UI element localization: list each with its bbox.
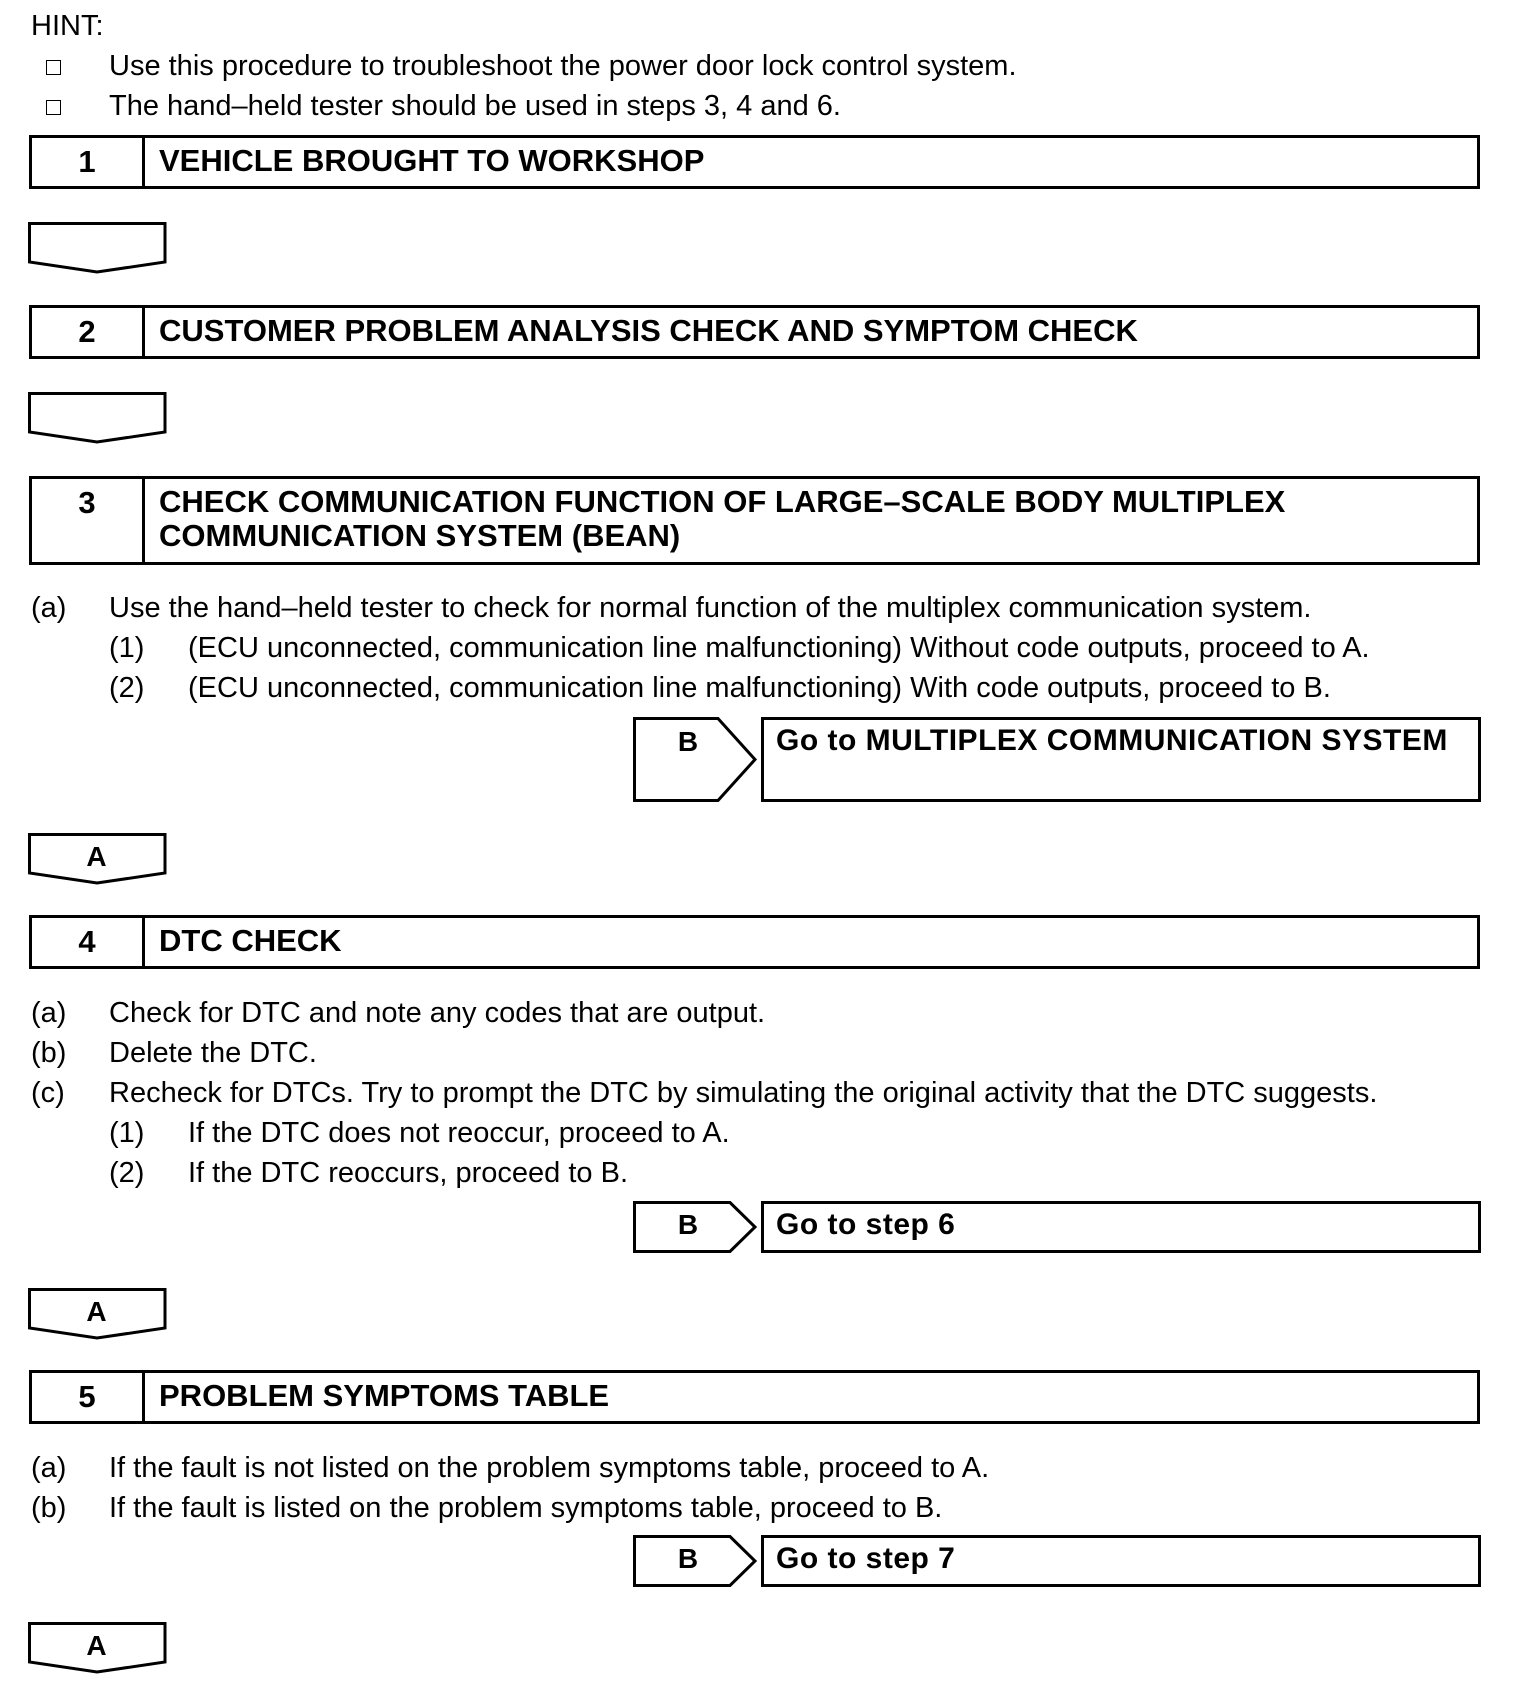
item-text: If the fault is listed on the problem symptoms table, proceed to B. <box>109 1492 943 1524</box>
item-tag: (a) <box>31 997 67 1029</box>
continue-label: A <box>86 1630 107 1661</box>
step-1-header <box>29 135 1480 189</box>
item-text: (ECU unconnected, communication line malfunctioning) With code outputs, proceed to B. <box>188 672 1331 704</box>
step-number: 1 <box>32 138 145 186</box>
step-4-header <box>29 915 1480 969</box>
step-title: PROBLEM SYMPTOMS TABLE <box>159 1378 610 1413</box>
continue-label: A <box>86 1296 107 1327</box>
item-tag: (2) <box>109 672 145 704</box>
branch-b-marker <box>633 1201 758 1253</box>
step-3-header <box>29 476 1480 565</box>
step-title: DTC CHECK <box>159 923 342 958</box>
step-number: 3 <box>32 479 145 562</box>
branch-label: B <box>677 1543 699 1574</box>
item-tag: (b) <box>31 1037 67 1069</box>
item-tag: (a) <box>31 1452 67 1484</box>
goto-box: Go to MULTIPLEX COMMUNICATION SYSTEM <box>761 717 1481 802</box>
branch-b-marker <box>633 717 758 802</box>
step-title-line-1: CHECK COMMUNICATION FUNCTION OF LARGE–SCALE BODY MULTIPLEX <box>159 484 1286 519</box>
step-number: 4 <box>32 918 145 966</box>
step-title: VEHICLE BROUGHT TO WORKSHOP <box>159 143 705 178</box>
item-tag: (2) <box>109 1157 145 1189</box>
continue-label: A <box>86 841 107 872</box>
step-number: 5 <box>32 1373 145 1421</box>
bullet-square-icon <box>46 60 61 75</box>
item-tag: (a) <box>31 592 67 624</box>
item-tag: (b) <box>31 1492 67 1524</box>
bullet-square-icon <box>46 100 61 115</box>
item-text: Delete the DTC. <box>109 1037 317 1069</box>
branch-label: B <box>677 1209 699 1240</box>
item-text: If the fault is not listed on the problem symptoms table, proceed to A. <box>109 1452 990 1484</box>
item-text: If the DTC does not reoccur, proceed to A. <box>188 1117 730 1149</box>
step-title-line-2: COMMUNICATION SYSTEM (BEAN) <box>159 518 681 553</box>
hint-bullet-1: Use this procedure to troubleshoot the power door lock control system. <box>109 50 1017 82</box>
item-text: Use the hand–held tester to check for normal function of the multiplex communication system. <box>109 592 1312 624</box>
branch-label: B <box>677 726 699 757</box>
step-number: 2 <box>32 308 145 356</box>
item-tag: (c) <box>31 1077 65 1109</box>
item-tag: (1) <box>109 632 145 664</box>
item-text: (ECU unconnected, communication line malfunctioning) Without code outputs, proceed to A. <box>188 632 1370 664</box>
step-title: CUSTOMER PROBLEM ANALYSIS CHECK AND SYMPTOM CHECK <box>159 313 1138 348</box>
step-2-header <box>29 305 1480 359</box>
branch-b-marker <box>633 1535 758 1587</box>
step-title <box>159 485 1467 553</box>
item-text: Check for DTC and note any codes that are output. <box>109 997 766 1029</box>
down-arrow-icon <box>28 222 168 274</box>
goto-box: Go to step 6 <box>761 1201 1481 1253</box>
hint-bullet-2: The hand–held tester should be used in steps 3, 4 and 6. <box>109 90 841 122</box>
down-arrow-icon <box>28 392 168 444</box>
item-tag: (1) <box>109 1117 145 1149</box>
goto-box: Go to step 7 <box>761 1535 1481 1587</box>
item-text: Recheck for DTCs. Try to prompt the DTC by simulating the original activity that the DTC suggests. <box>109 1077 1378 1109</box>
hint-title: HINT: <box>31 10 104 42</box>
step-5-header <box>29 1370 1480 1424</box>
item-text: If the DTC reoccurs, proceed to B. <box>188 1157 629 1189</box>
